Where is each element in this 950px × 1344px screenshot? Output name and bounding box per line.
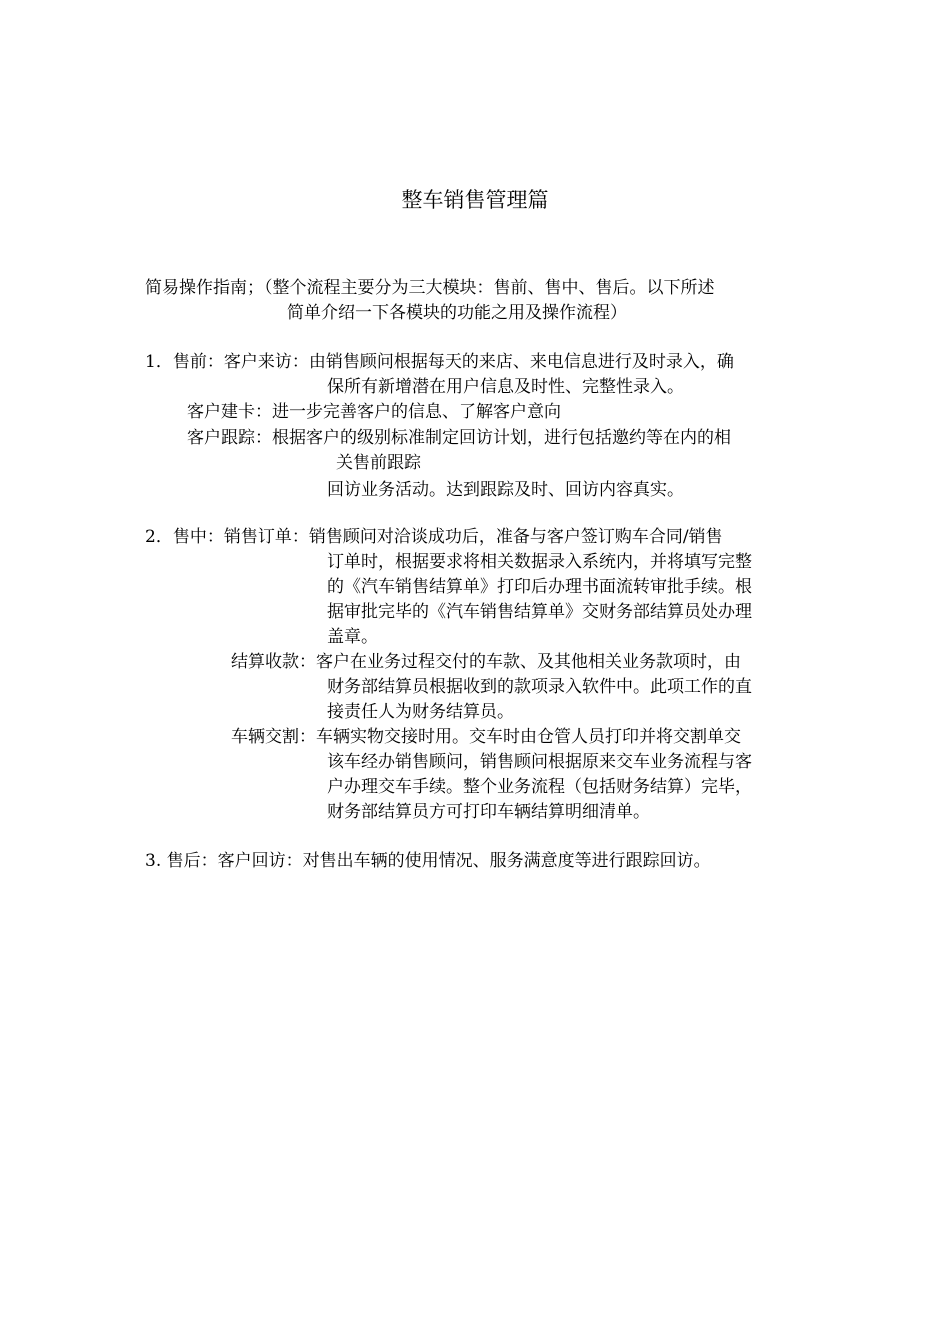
insale-line-1: 2．售中：销售订单：销售顾问对洽谈成功后，准备与客户签订购车合同/销售 bbox=[145, 527, 723, 547]
presale-line-3: 客户建卡：进一步完善客户的信息、了解客户意向 bbox=[187, 402, 561, 422]
aftersale-line-1: 3. 售后：客户回访：对售出车辆的使用情况、服务满意度等进行跟踪回访。 bbox=[145, 851, 711, 871]
presale-line-2: 保所有新增潜在用户信息及时性、完整性录入。 bbox=[327, 377, 684, 397]
insale-line-11: 户办理交车手续。整个业务流程（包括财务结算）完毕， bbox=[327, 777, 752, 797]
document-title: 整车销售管理篇 bbox=[401, 188, 549, 212]
presale-line-5: 关售前跟踪 bbox=[336, 453, 421, 473]
guide-line-1: 简易操作指南；（整个流程主要分为三大模块：售前、售中、售后。以下所述 bbox=[145, 278, 715, 298]
insale-line-12: 财务部结算员方可打印车辆结算明细清单。 bbox=[327, 802, 650, 822]
insale-line-3: 的《汽车销售结算单》打印后办理书面流转审批手续。根 bbox=[327, 577, 752, 597]
presale-line-4: 客户跟踪：根据客户的级别标准制定回访计划，进行包括邀约等在内的相 bbox=[187, 428, 731, 448]
insale-line-9: 车辆交割：车辆实物交接时用。交车时由仓管人员打印并将交割单交 bbox=[231, 727, 741, 747]
insale-line-2: 订单时，根据要求将相关数据录入系统内，并将填写完整 bbox=[327, 552, 752, 572]
presale-line-6: 回访业务活动。达到跟踪及时、回访内容真实。 bbox=[327, 480, 684, 500]
insale-line-10: 该车经办销售顾问，销售顾问根据原来交车业务流程与客 bbox=[327, 752, 752, 772]
insale-line-5: 盖章。 bbox=[327, 627, 378, 647]
insale-line-8: 接责任人为财务结算员。 bbox=[327, 702, 514, 722]
insale-line-4: 据审批完毕的《汽车销售结算单》交财务部结算员处办理 bbox=[327, 602, 752, 622]
presale-line-1: 1．售前：客户来访：由销售顾问根据每天的来店、来电信息进行及时录入，确 bbox=[145, 352, 734, 372]
insale-line-6: 结算收款：客户在业务过程交付的车款、及其他相关业务款项时，由 bbox=[231, 652, 741, 672]
insale-line-7: 财务部结算员根据收到的款项录入软件中。此项工作的直 bbox=[327, 677, 752, 697]
guide-line-2: 简单介绍一下各模块的功能之用及操作流程） bbox=[287, 303, 627, 323]
